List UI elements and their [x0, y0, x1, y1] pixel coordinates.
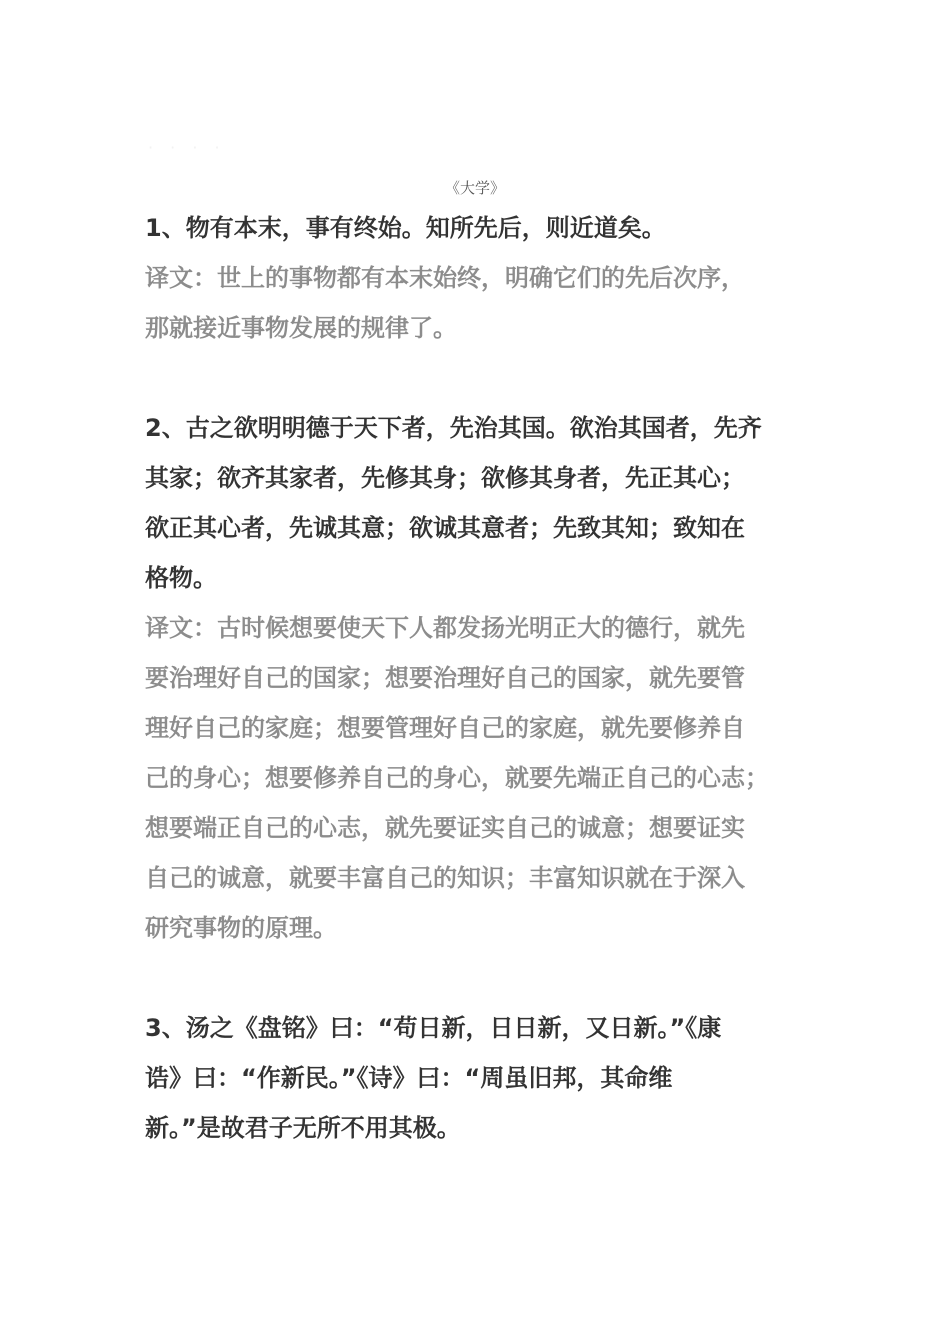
translation-line: 要治理好自己的国家；想要治理好自己的国家，就先要管	[145, 664, 745, 692]
document-content	[145, 203, 810, 1153]
section-gap	[145, 953, 810, 1003]
section-gap	[145, 353, 810, 403]
section-3	[145, 1003, 810, 1153]
original-line: 3、汤之《盘铭》曰：“苟日新，日日新，又日新。”《康	[145, 1014, 722, 1042]
document-title: 《大学》	[444, 179, 505, 197]
translation-line: 理好自己的家庭；想要管理好自己的家庭，就先要修养自	[145, 714, 745, 742]
translation-line: 译文：世上的事物都有本末始终，明确它们的先后次序，	[145, 264, 745, 292]
original-line: 2、古之欲明明德于天下者，先治其国。欲治其国者，先齐	[145, 414, 762, 442]
translation-line: 研究事物的原理。	[145, 914, 337, 942]
translation-line: 那就接近事物发展的规律了。	[145, 314, 457, 342]
original-line: 格物。	[145, 564, 217, 592]
faint-header-text: · · · ·	[148, 138, 226, 157]
translation-line: 自己的诚意，就要丰富自己的知识；丰富知识就在于深入	[145, 864, 745, 892]
section-2	[145, 403, 810, 953]
translation-line: 想要端正自己的心志，就先要证实自己的诚意；想要证实	[145, 814, 745, 842]
section-1	[145, 203, 810, 353]
original-line: 欲正其心者，先诚其意；欲诚其意者；先致其知；致知在	[145, 514, 745, 542]
translation-line: 己的身心；想要修养自己的身心，就要先端正自己的心志；	[145, 764, 769, 792]
translation-line: 译文：古时候想要使天下人都发扬光明正大的德行，就先	[145, 614, 745, 642]
original-line: 其家；欲齐其家者，先修其身；欲修其身者，先正其心；	[145, 464, 745, 492]
original-line: 新。”是故君子无所不用其极。	[145, 1114, 461, 1142]
original-line: 1、物有本末，事有终始。知所先后，则近道矣。	[145, 214, 666, 242]
original-line: 诰》曰：“作新民。”《诗》曰：“周虽旧邦，其命维	[145, 1064, 673, 1092]
